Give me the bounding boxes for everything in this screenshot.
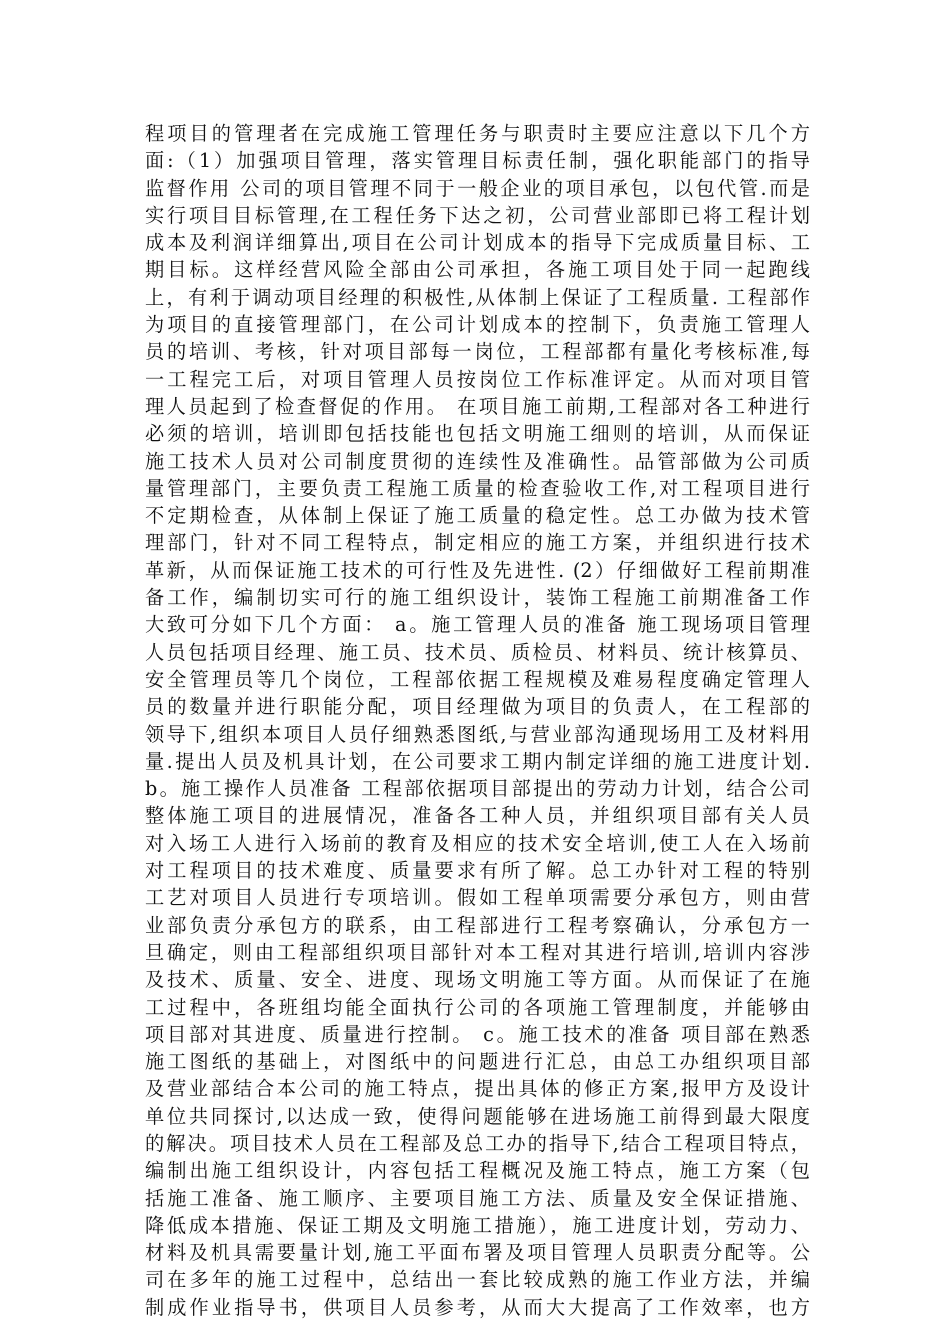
text-line: 一工程完工后，对项目管理人员按岗位工作标准评定。从而对项目管: [145, 367, 810, 391]
text-line: 编制出施工组织设计，内容包括工程概况及施工特点，施工方案（包: [145, 1159, 810, 1183]
text-line: 理人员起到了检查督促的作用。 在项目施工前期,工程部对各工种进行: [145, 394, 810, 418]
text-line: 安全管理员等几个岗位，工程部依据工程规模及难易程度确定管理人: [145, 667, 810, 691]
text-line: 施工技术人员对公司制度贯彻的连续性及准确性。品管部做为公司质: [145, 449, 810, 473]
text-line: 对工程项目的技术难度、质量要求有所了解。总工办针对工程的特别: [145, 859, 810, 883]
text-line: 员的培训、考核，针对项目部每一岗位，工程部都有量化考核标准,每: [145, 340, 810, 364]
text-line: 括施工准备、施工顺序、主要项目施工方法、质量及安全保证措施、: [145, 1186, 810, 1210]
text-line: 不定期检查，从体制上保证了施工质量的稳定性。总工办做为技术管: [145, 504, 810, 528]
text-line: 量管理部门，主要负责工程施工质量的检查验收工作,对工程项目进行: [145, 476, 810, 500]
text-line: 工艺对项目人员进行专项培训。假如工程单项需要分承包方，则由营: [145, 886, 810, 910]
text-line: 对入场工人进行入场前的教育及相应的技术安全培训,使工人在入场前: [145, 831, 810, 855]
text-line: 领导下,组织本项目人员仔细熟悉图纸,与营业部沟通现场用工及材料用: [145, 722, 810, 746]
text-line: 旦确定，则由工程部组织项目部针对本工程对其进行培训,培训内容涉: [145, 940, 810, 964]
text-line: 大致可分如下几个方面： a。施工管理人员的准备 施工现场项目管理: [145, 613, 810, 637]
text-line: 项目部对其进度、质量进行控制。 c。施工技术的准备 项目部在熟悉: [145, 1022, 810, 1046]
text-line: 员的数量并进行职能分配，项目经理做为项目的负责人，在工程部的: [145, 695, 810, 719]
text-line: 监督作用 公司的项目管理不同于一般企业的项目承包，以包代管.而是: [145, 176, 810, 200]
text-line: 成本及利润详细算出,项目在公司计划成本的指导下完成质量目标、工: [145, 231, 810, 255]
text-line: 期目标。这样经营风险全部由公司承担，各施工项目处于同一起跑线: [145, 258, 810, 282]
text-line: 及技术、质量、安全、进度、现场文明施工等方面。从而保证了在施: [145, 968, 810, 992]
text-line: 备工作，编制切实可行的施工组织设计，装饰工程施工前期准备工作: [145, 586, 810, 610]
text-line: 为项目的直接管理部门，在公司计划成本的控制下，负责施工管理人: [145, 313, 810, 337]
text-line: 单位共同探讨,以达成一致，使得问题能够在进场施工前得到最大限度: [145, 1104, 810, 1128]
text-line: 降低成本措施、保证工期及文明施工措施），施工进度计划，劳动力、: [145, 1213, 810, 1237]
text-line: 必须的培训，培训即包括技能也包括文明施工细则的培训，从而保证: [145, 422, 810, 446]
text-line: 上，有利于调动项目经理的积极性,从体制上保证了工程质量. 工程部作: [145, 285, 810, 309]
text-line: 面:（1）加强项目管理，落实管理目标责任制，强化职能部门的指导: [145, 149, 810, 173]
text-line: 司在多年的施工过程中，总结出一套比较成熟的施工作业方法，并编: [145, 1268, 810, 1292]
text-line: 整体施工项目的进展情况，准备各工种人员，并组织项目部有关人员: [145, 804, 810, 828]
text-line: 实行项目目标管理,在工程任务下达之初，公司营业部即已将工程计划: [145, 203, 810, 227]
text-line: 工过程中，各班组均能全面执行公司的各项施工管理制度，并能够由: [145, 995, 810, 1019]
text-line: 量.提出人员及机具计划，在公司要求工期内制定详细的施工进度计划.: [145, 749, 810, 773]
body-text: [145, 120, 810, 1321]
text-line: 制成作业指导书，供项目人员参考，从而大大提高了工作效率，也方: [145, 1295, 810, 1319]
text-line: 理部门，针对不同工程特点，制定相应的施工方案，并组织进行技术: [145, 531, 810, 555]
text-line: 革新，从而保证施工技术的可行性及先进性. (2）仔细做好工程前期准: [145, 558, 810, 582]
text-line: 材料及机具需要量计划,施工平面布署及项目管理人员职责分配等。公: [145, 1241, 810, 1265]
text-line: 人员包括项目经理、施工员、技术员、质检员、材料员、统计核算员、: [145, 640, 810, 664]
text-line: 业部负责分承包方的联系，由工程部进行工程考察确认，分承包方一: [145, 913, 810, 937]
text-line: 的解决。项目技术人员在工程部及总工办的指导下,结合工程项目特点，: [145, 1131, 810, 1155]
text-line: 及营业部结合本公司的施工特点，提出具体的修正方案,报甲方及设计: [145, 1077, 810, 1101]
text-line: 施工图纸的基础上，对图纸中的问题进行汇总，由总工办组织项目部: [145, 1050, 810, 1074]
text-line: b。施工操作人员准备 工程部依据项目部提出的劳动力计划，结合公司: [145, 777, 810, 801]
text-line: 程项目的管理者在完成施工管理任务与职责时主要应注意以下几个方: [145, 122, 810, 145]
